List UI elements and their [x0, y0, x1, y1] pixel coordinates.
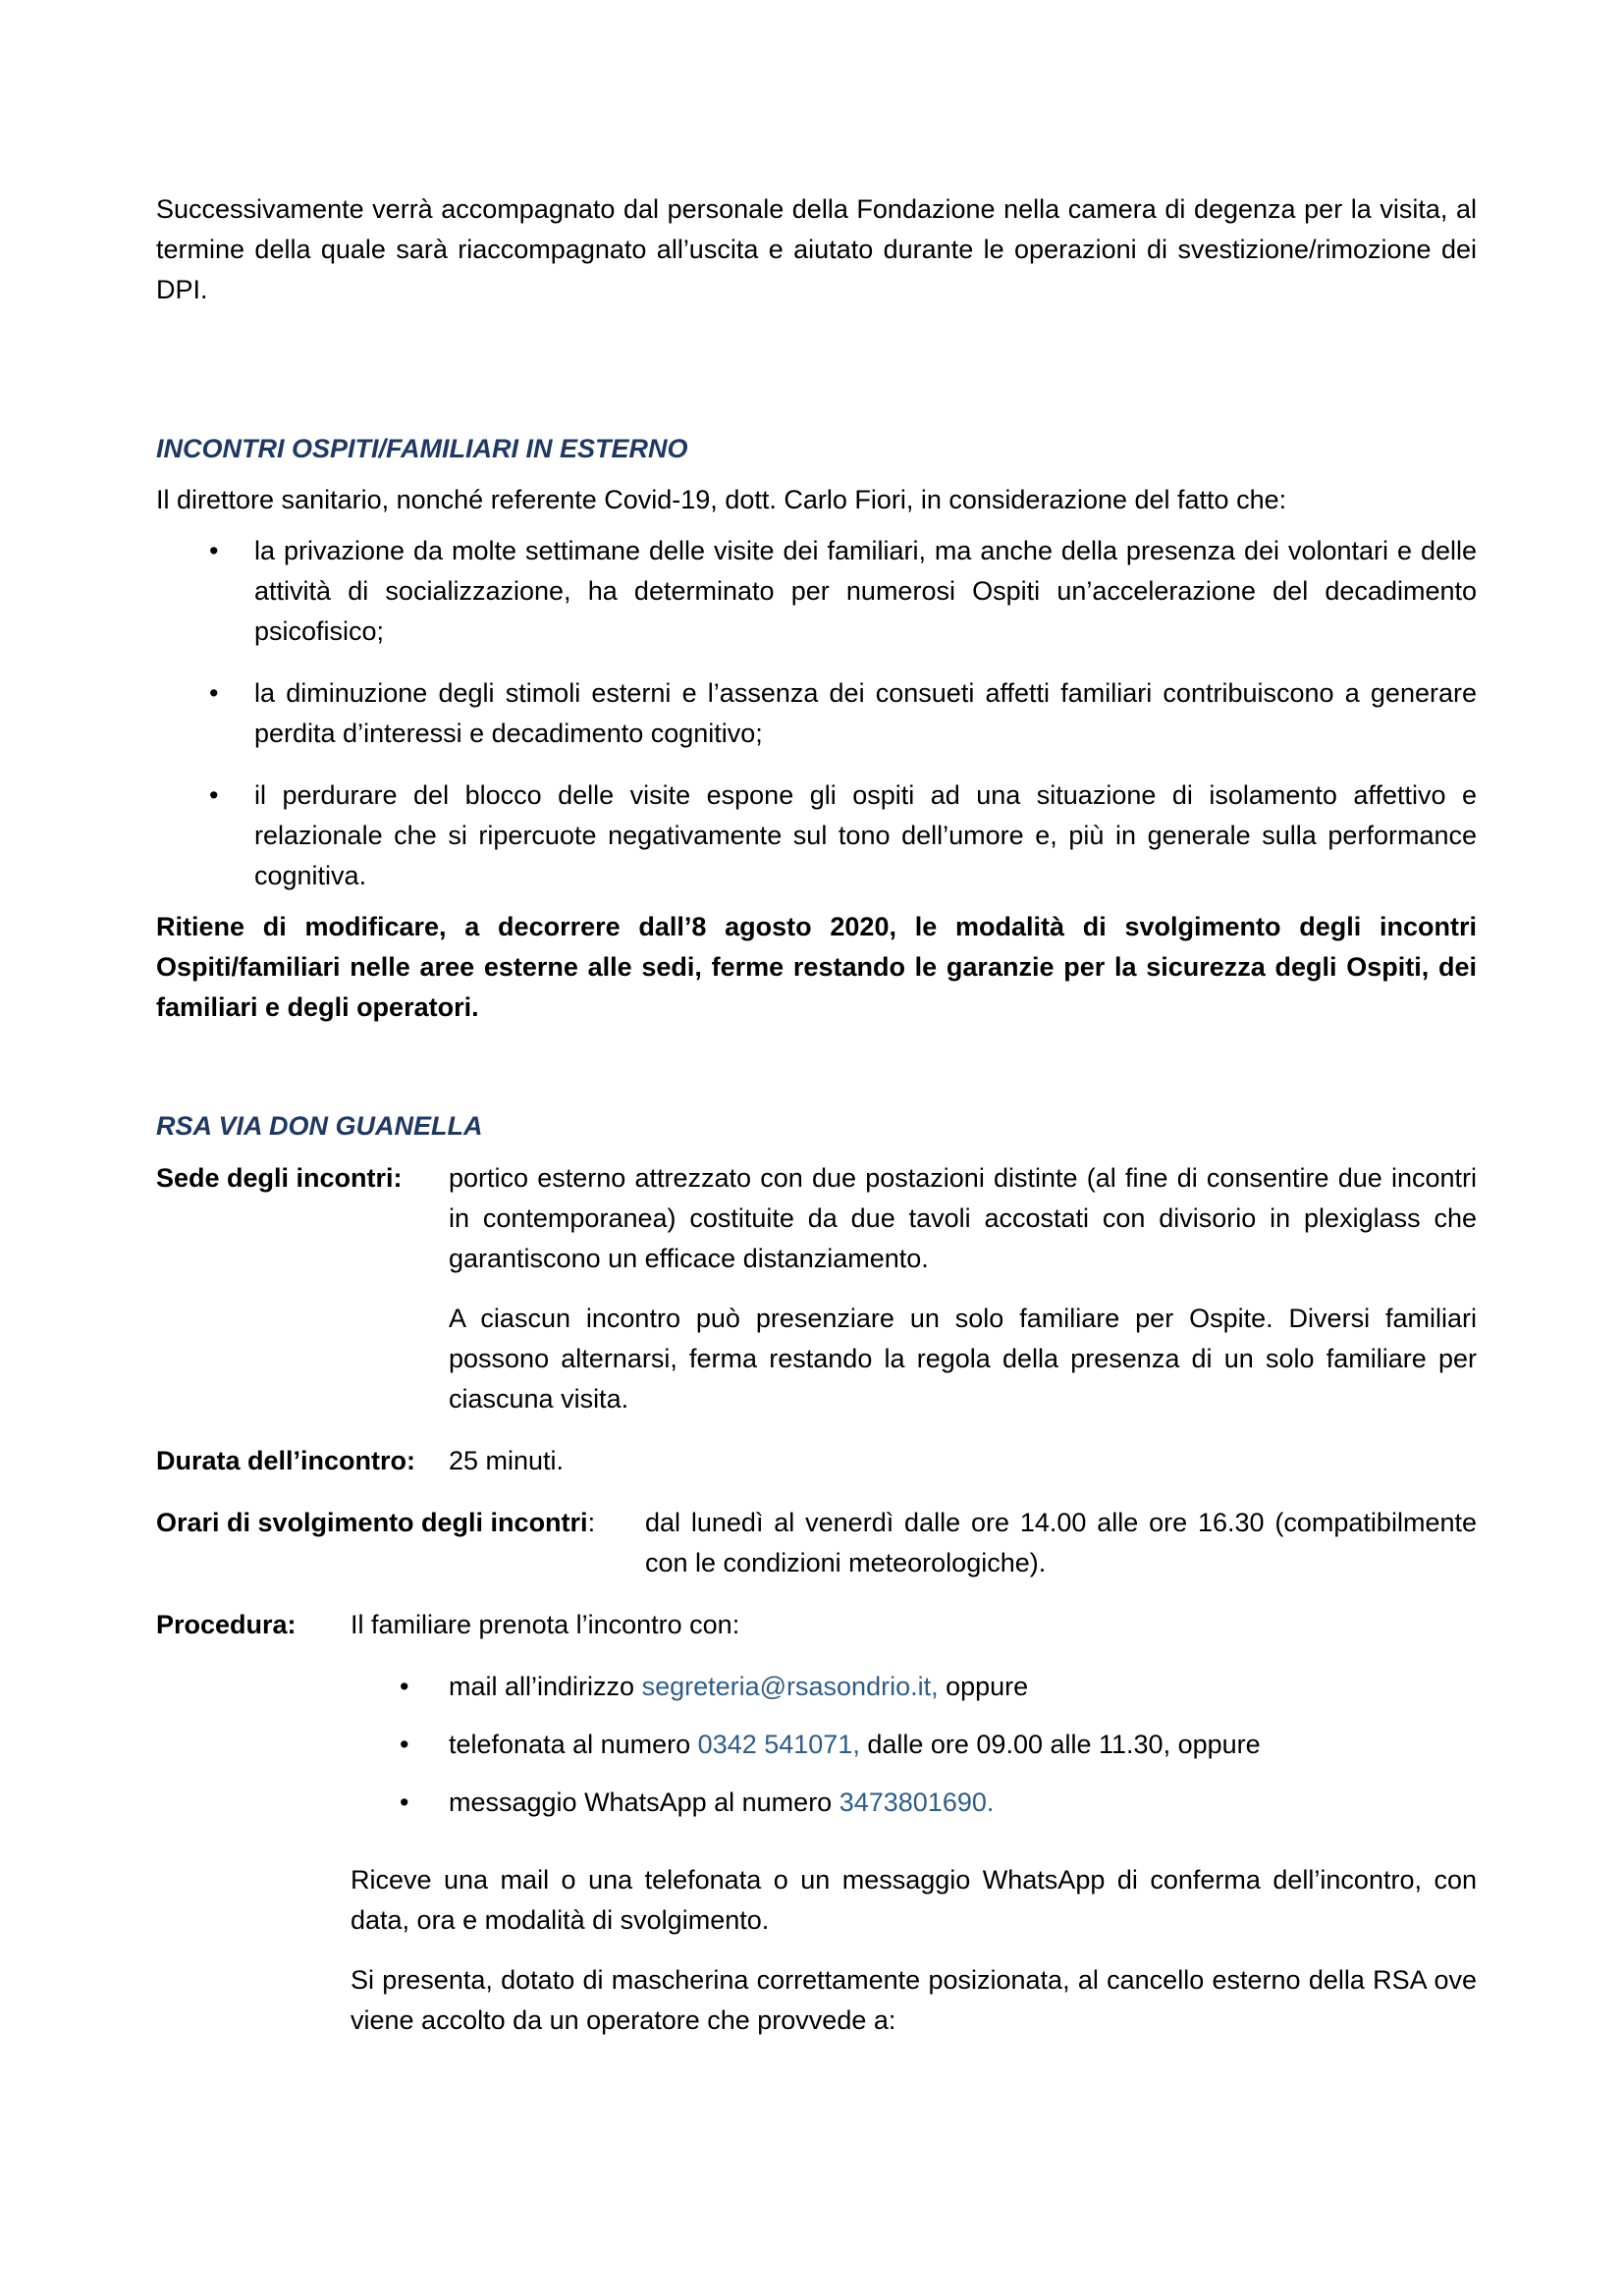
booking-method-text: messaggio WhatsApp al numero	[449, 1788, 839, 1817]
section-lead: Il direttore sanitario, nonché referente Covid-19, dott. Carlo Fiori, in considerazione del fatto che:	[156, 485, 1287, 514]
procedura-row	[156, 1605, 1477, 1645]
procedura-label: Procedura:	[156, 1610, 297, 1639]
list-item	[156, 775, 1477, 896]
document-page	[156, 189, 1477, 2041]
bullet-icon: •	[400, 1788, 409, 1817]
sede-body	[449, 1158, 1477, 1419]
durata-label: Durata dell’incontro:	[156, 1446, 416, 1475]
sede-row	[156, 1158, 1477, 1419]
procedura-lead: Il familiare prenota l’incontro con:	[351, 1610, 740, 1639]
procedura-body	[351, 1667, 1477, 2041]
durata-row	[156, 1441, 1477, 1481]
confirmation-paragraph: Riceve una mail o una telefonata o un messaggio WhatsApp di conferma dell’incontro, con data, ora e modalità di svolgimento.	[351, 1865, 1477, 1935]
bullet-icon: •	[209, 536, 219, 565]
list-item-text: la privazione da molte settimane delle visite dei familiari, ma anche della presenza dei volontari e delle attività di socializzazione, ha determinato per numerosi Ospiti un’accelerazione del decadimento psicofisico;	[254, 536, 1477, 646]
list-item-text: la diminuzione degli stimoli esterni e l’assenza dei consueti affetti familiari contribuiscono a generare perdita d’interessi e decadimento cognitivo;	[254, 678, 1477, 748]
booking-methods-list	[351, 1667, 1477, 1823]
phone-link[interactable]: 0342 541071,	[697, 1730, 860, 1759]
sede-paragraph-2: A ciascun incontro può presenziare un solo familiare per Ospite. Diversi familiari possono alternarsi, ferma restando la regola della presenza di un solo familiare per ciascuna visita.	[449, 1304, 1477, 1414]
orari-label: Orari di svolgimento degli incontri	[156, 1508, 588, 1537]
list-item	[351, 1725, 1477, 1765]
list-item-text: il perdurare del blocco delle visite espone gli ospiti ad una situazione di isolamento affettivo e relazionale che si ripercuote negativamente sul tono dell’umore e, più in generale sulla performance cognitiva.	[254, 780, 1477, 890]
bullet-icon: •	[209, 780, 219, 810]
decision-paragraph: Ritiene di modificare, a decorrere dall’8 agosto 2020, le modalità di svolgimento degli incontri Ospiti/familiari nelle aree esterne alle sedi, ferme restando le garanzie per la sicurezza degli Ospiti, dei familiari e degli operatori.	[156, 912, 1477, 1022]
bullet-icon: •	[400, 1730, 409, 1759]
email-link[interactable]: segreteria@rsasondrio.it,	[641, 1672, 939, 1701]
booking-method-suffix: dalle ore 09.00 alle 11.30, oppure	[859, 1730, 1261, 1759]
booking-method-text: mail all’indirizzo	[449, 1672, 642, 1701]
arrival-paragraph: Si presenta, dotato di mascherina correttamente posizionata, al cancello esterno della RSA ove viene accolto da un operatore che provvede a:	[351, 1965, 1477, 2035]
orari-label-wrap	[156, 1503, 645, 1583]
list-item	[351, 1667, 1477, 1707]
section-heading-rsa: RSA VIA DON GUANELLA	[156, 1111, 483, 1141]
orari-row	[156, 1503, 1477, 1583]
list-item	[351, 1783, 1477, 1823]
whatsapp-link[interactable]: 3473801690.	[839, 1788, 995, 1817]
durata-value: 25 minuti.	[449, 1446, 565, 1475]
orari-value: dal lunedì al venerdì dalle ore 14.00 alle ore 16.30 (compatibilmente con le condizioni meteorologiche).	[645, 1508, 1477, 1577]
section-heading-incontri: INCONTRI OSPITI/FAMILIARI IN ESTERNO	[156, 434, 688, 463]
list-item	[156, 673, 1477, 754]
sede-label: Sede degli incontri:	[156, 1163, 403, 1193]
booking-method-suffix: oppure	[938, 1672, 1029, 1701]
booking-method-text: telefonata al numero	[449, 1730, 698, 1759]
bullet-icon: •	[400, 1672, 409, 1701]
list-item	[156, 531, 1477, 652]
sede-paragraph-1: portico esterno attrezzato con due postazioni distinte (al fine di consentire due incontri in contemporanea) costituite da due tavoli accostati con divisorio in plexiglass che garantiscono un efficace distanziamento.	[449, 1163, 1477, 1273]
orari-colon: :	[587, 1508, 596, 1537]
bullet-icon: •	[209, 678, 219, 708]
considerations-list	[156, 531, 1477, 896]
intro-paragraph: Successivamente verrà accompagnato dal personale della Fondazione nella camera di degenza per la visita, al termine della quale sarà riaccompagnato all’uscita e aiutato durante le operazioni di svestizione/rimozione dei DPI.	[156, 194, 1477, 304]
